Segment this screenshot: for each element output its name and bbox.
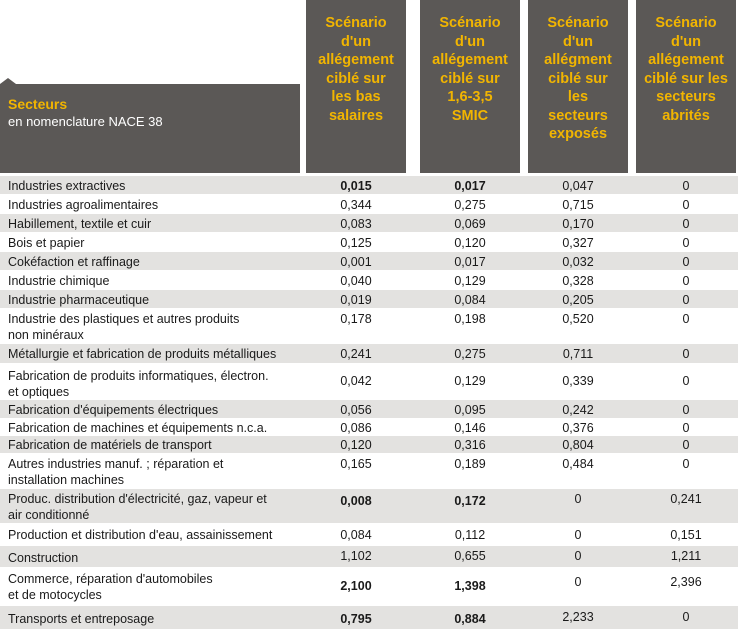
sector-name: Fabrication de matériels de transport (8, 438, 212, 452)
value-cell: 0,172 (454, 494, 486, 508)
value-cell: 0,189 (454, 457, 486, 471)
column-header-exposes (528, 0, 628, 173)
sector-name: Bois et papier (8, 236, 85, 250)
sector-name: Commerce, réparation d'automobiles et de motocycles (8, 572, 213, 602)
value-cell: 0,165 (340, 457, 372, 471)
sector-name: Industrie des plastiques et autres produits non minéraux (8, 312, 240, 342)
value-cell: 0,146 (454, 421, 486, 435)
value-cell: 0 (682, 374, 690, 388)
value-cell: 0,205 (562, 293, 594, 307)
table-row (0, 344, 738, 364)
value-cell: 0,241 (340, 347, 372, 361)
sector-name: Habillement, textile et cuir (8, 217, 152, 231)
value-cell: 0,376 (562, 421, 594, 435)
value-cell: 0,008 (340, 494, 372, 508)
value-cell: 0 (682, 236, 690, 250)
value-cell: 0,069 (454, 217, 486, 231)
value-cell: 0,017 (454, 255, 486, 269)
sector-name: Produc. distribution d'électricité, gaz, vapeur et air conditionné (8, 492, 267, 522)
column-header-label: Scénario d'un allégment ciblé sur les secteurs exposés (544, 15, 612, 142)
value-cell: 0,655 (454, 549, 486, 563)
sector-name: Fabrication de machines et équipements n.c.a. (8, 421, 268, 435)
value-cell: 0,339 (562, 374, 594, 388)
value-cell: 1,102 (340, 549, 372, 563)
value-cell: 0,316 (454, 438, 486, 452)
value-cell: 0 (682, 179, 690, 193)
value-cell: 0,151 (670, 528, 702, 542)
value-cell: 0 (682, 457, 690, 471)
column-header-abrites (636, 0, 736, 173)
value-cell: 0,484 (562, 457, 594, 471)
value-cell: 0,015 (340, 179, 372, 193)
value-cell: 0,047 (562, 179, 594, 193)
value-cell: 0,120 (340, 438, 372, 452)
value-cell: 0,125 (340, 236, 372, 250)
value-cell: 0,242 (562, 403, 594, 417)
column-header-label: Scénario d'un allégement ciblé sur les secteurs abrités (644, 15, 728, 124)
table-row (0, 195, 738, 214)
table-row (0, 454, 738, 489)
value-cell: 0,083 (340, 217, 372, 231)
value-cell: 0,804 (562, 438, 594, 452)
table-row (0, 271, 738, 290)
value-cell: 0,084 (454, 293, 486, 307)
value-cell: 0,715 (562, 198, 594, 212)
sector-name: Industrie chimique (8, 274, 110, 288)
value-cell: 0,001 (340, 255, 372, 269)
value-cell: 0,112 (454, 528, 486, 542)
sector-name: Production et distribution d'eau, assainissement (8, 528, 273, 542)
value-cell: 0,884 (454, 612, 486, 626)
value-cell: 0,019 (340, 293, 372, 307)
table-row (0, 364, 738, 400)
sector-name: Métallurgie et fabrication de produits métalliques (8, 347, 277, 361)
value-cell: 0,120 (454, 236, 486, 250)
table-row (0, 176, 738, 195)
value-cell: 0,129 (454, 374, 486, 388)
sector-name: Industrie pharmaceutique (8, 293, 150, 307)
value-cell: 0 (682, 255, 690, 269)
value-cell: 0,095 (454, 403, 486, 417)
value-cell: 0,520 (562, 312, 594, 326)
sector-header-title: Secteurs (8, 96, 68, 112)
value-cell: 0 (682, 217, 690, 231)
table-row (0, 309, 738, 344)
value-cell: 0 (574, 575, 582, 589)
value-cell: 2,396 (670, 575, 702, 589)
sector-name: Transports et entreposage (8, 612, 155, 626)
table-row (0, 419, 738, 436)
table-row (0, 436, 738, 454)
value-cell: 0 (682, 312, 690, 326)
value-cell: 2,100 (340, 579, 372, 593)
column-header-bas-salaires (306, 0, 406, 173)
value-cell: 0 (574, 528, 582, 542)
table-row (0, 524, 738, 546)
value-cell: 0,198 (454, 312, 486, 326)
value-cell: 0,344 (340, 198, 372, 212)
table-row (0, 252, 738, 271)
sector-name: Fabrication d'équipements électriques (8, 403, 219, 417)
value-cell: 0,170 (562, 217, 594, 231)
sector-header-subtitle: en nomenclature NACE 38 (8, 114, 163, 129)
table-row (0, 489, 738, 524)
table-row (0, 214, 738, 233)
value-cell: 0 (574, 492, 582, 506)
value-cell: 0,042 (340, 374, 372, 388)
value-cell: 0,711 (562, 347, 594, 361)
value-cell: 0,328 (562, 274, 594, 288)
table-row (0, 568, 738, 606)
column-header-smic (420, 0, 520, 173)
sector-name: Construction (8, 551, 79, 565)
table-row (0, 546, 738, 568)
value-cell: 0 (682, 274, 690, 288)
value-cell: 0,017 (454, 179, 486, 193)
table-row (0, 290, 738, 309)
value-cell: 0,275 (454, 347, 486, 361)
value-cell: 1,398 (454, 579, 486, 593)
data-table (0, 176, 738, 629)
value-cell: 0,178 (340, 312, 372, 326)
value-cell: 0 (682, 438, 690, 452)
table-row (0, 400, 738, 419)
column-header-label: Scénario d'un allégement ciblé sur les bas salaires (318, 15, 394, 124)
value-cell: 0,241 (670, 492, 702, 506)
sector-name: Industries extractives (8, 179, 126, 193)
value-cell: 0 (682, 347, 690, 361)
value-cell: 0 (682, 421, 690, 435)
table-row (0, 233, 738, 252)
value-cell: 0 (682, 403, 690, 417)
value-cell: 0 (682, 610, 690, 624)
column-header-label: Scénario d'un allégement ciblé sur 1,6-3,5 SMIC (432, 15, 508, 124)
value-cell: 0,056 (340, 403, 372, 417)
sector-name: Cokéfaction et raffinage (8, 255, 140, 269)
sector-name: Autres industries manuf. ; réparation et installation machines (8, 457, 224, 487)
sector-name: Industries agroalimentaires (8, 198, 159, 212)
value-cell: 1,211 (670, 549, 702, 563)
value-cell: 0 (682, 198, 690, 212)
sector-name: Fabrication de produits informatiques, électron. et optiques (8, 369, 269, 399)
value-cell: 0,032 (562, 255, 594, 269)
value-cell: 0,327 (562, 236, 594, 250)
value-cell: 0,084 (340, 528, 372, 542)
value-cell: 0,129 (454, 274, 486, 288)
value-cell: 0,795 (340, 612, 372, 626)
value-cell: 0,086 (340, 421, 372, 435)
value-cell: 0,275 (454, 198, 486, 212)
value-cell: 0 (682, 293, 690, 307)
table-row (0, 606, 738, 629)
value-cell: 0 (574, 549, 582, 563)
sector-header (0, 84, 300, 173)
value-cell: 2,233 (562, 610, 594, 624)
value-cell: 0,040 (340, 274, 372, 288)
